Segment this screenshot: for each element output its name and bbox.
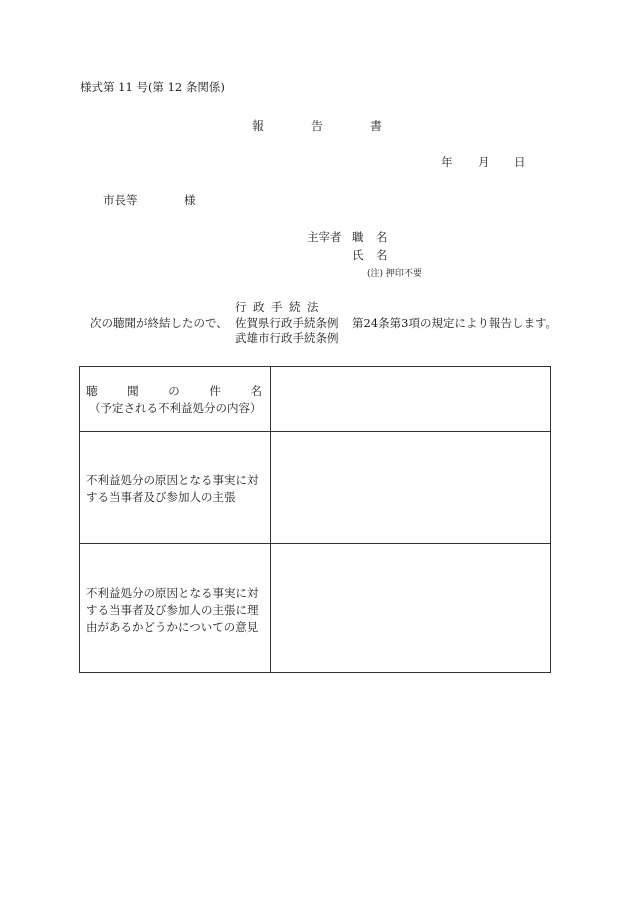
party-claims-value-field[interactable]: [271, 432, 550, 543]
title-char-2: 告: [311, 119, 324, 133]
hearing-title-label-cell: [80, 367, 271, 431]
statement-suffix: 第24条第3項の規定により報告します。: [352, 316, 558, 330]
title-char-3: 書: [370, 119, 383, 133]
position-label-char-1: 職: [352, 230, 364, 244]
position-label-char-2: 名: [376, 230, 388, 244]
law-option-3: 武雄市行政手続条例: [235, 331, 339, 345]
opinion-label-line-2: する当事者及び参加人の主張に理: [86, 603, 259, 617]
statement-intro: 次の聴聞が終結したので、: [90, 316, 228, 330]
addressee-honorific: 様: [184, 193, 196, 207]
party-claims-label-line-1: 不利益処分の原因となる事実に対: [86, 473, 259, 487]
law-option-2: 佐賀県行政手続条例: [235, 316, 339, 330]
addressee-name: 市長等: [103, 193, 138, 207]
name-label-char-2: 名: [376, 248, 388, 262]
addressee: [103, 195, 203, 209]
date-day-label: 日: [514, 155, 526, 169]
table-row-party-claims: [80, 432, 550, 544]
seal-not-required-note: (注) 押印不要: [367, 269, 422, 279]
report-table: [79, 366, 551, 673]
party-claims-label-line-2: する当事者及び参加人の主張: [86, 490, 236, 504]
hearing-title-label: [86, 386, 262, 398]
hearing-title-sublabel: （予定される不利益処分の内容）: [89, 401, 262, 415]
opinion-label-line-1: 不利益処分の原因となる事実に対: [86, 586, 259, 600]
hearing-title-char: 聞: [127, 384, 139, 398]
hearing-title-char: 聴: [86, 384, 98, 398]
date-month-label: 月: [478, 155, 490, 169]
form-number: 様式第 11 号(第 12 条関係): [80, 80, 225, 94]
hearing-title-char: の: [168, 384, 180, 398]
hearing-title-value-field[interactable]: [271, 367, 550, 431]
opinion-label-cell: [80, 544, 271, 672]
table-row-opinion: [80, 544, 550, 672]
organizer-block: [307, 232, 397, 272]
organizer-role: 主宰者: [307, 230, 342, 244]
report-statement: [90, 302, 560, 346]
table-row-hearing-title: [80, 367, 550, 432]
party-claims-label-cell: [80, 432, 271, 543]
date-line: [441, 157, 531, 171]
date-year-label: 年: [441, 155, 453, 169]
opinion-value-field[interactable]: [271, 544, 550, 672]
opinion-label-line-3: 由があるかどうかについての意見: [86, 620, 259, 634]
hearing-title-char: 件: [209, 384, 221, 398]
law-option-1: 行政手続法: [235, 300, 325, 314]
hearing-title-char: 名: [250, 384, 262, 398]
name-label-char-1: 氏: [352, 248, 364, 262]
title-char-1: 報: [252, 119, 265, 133]
